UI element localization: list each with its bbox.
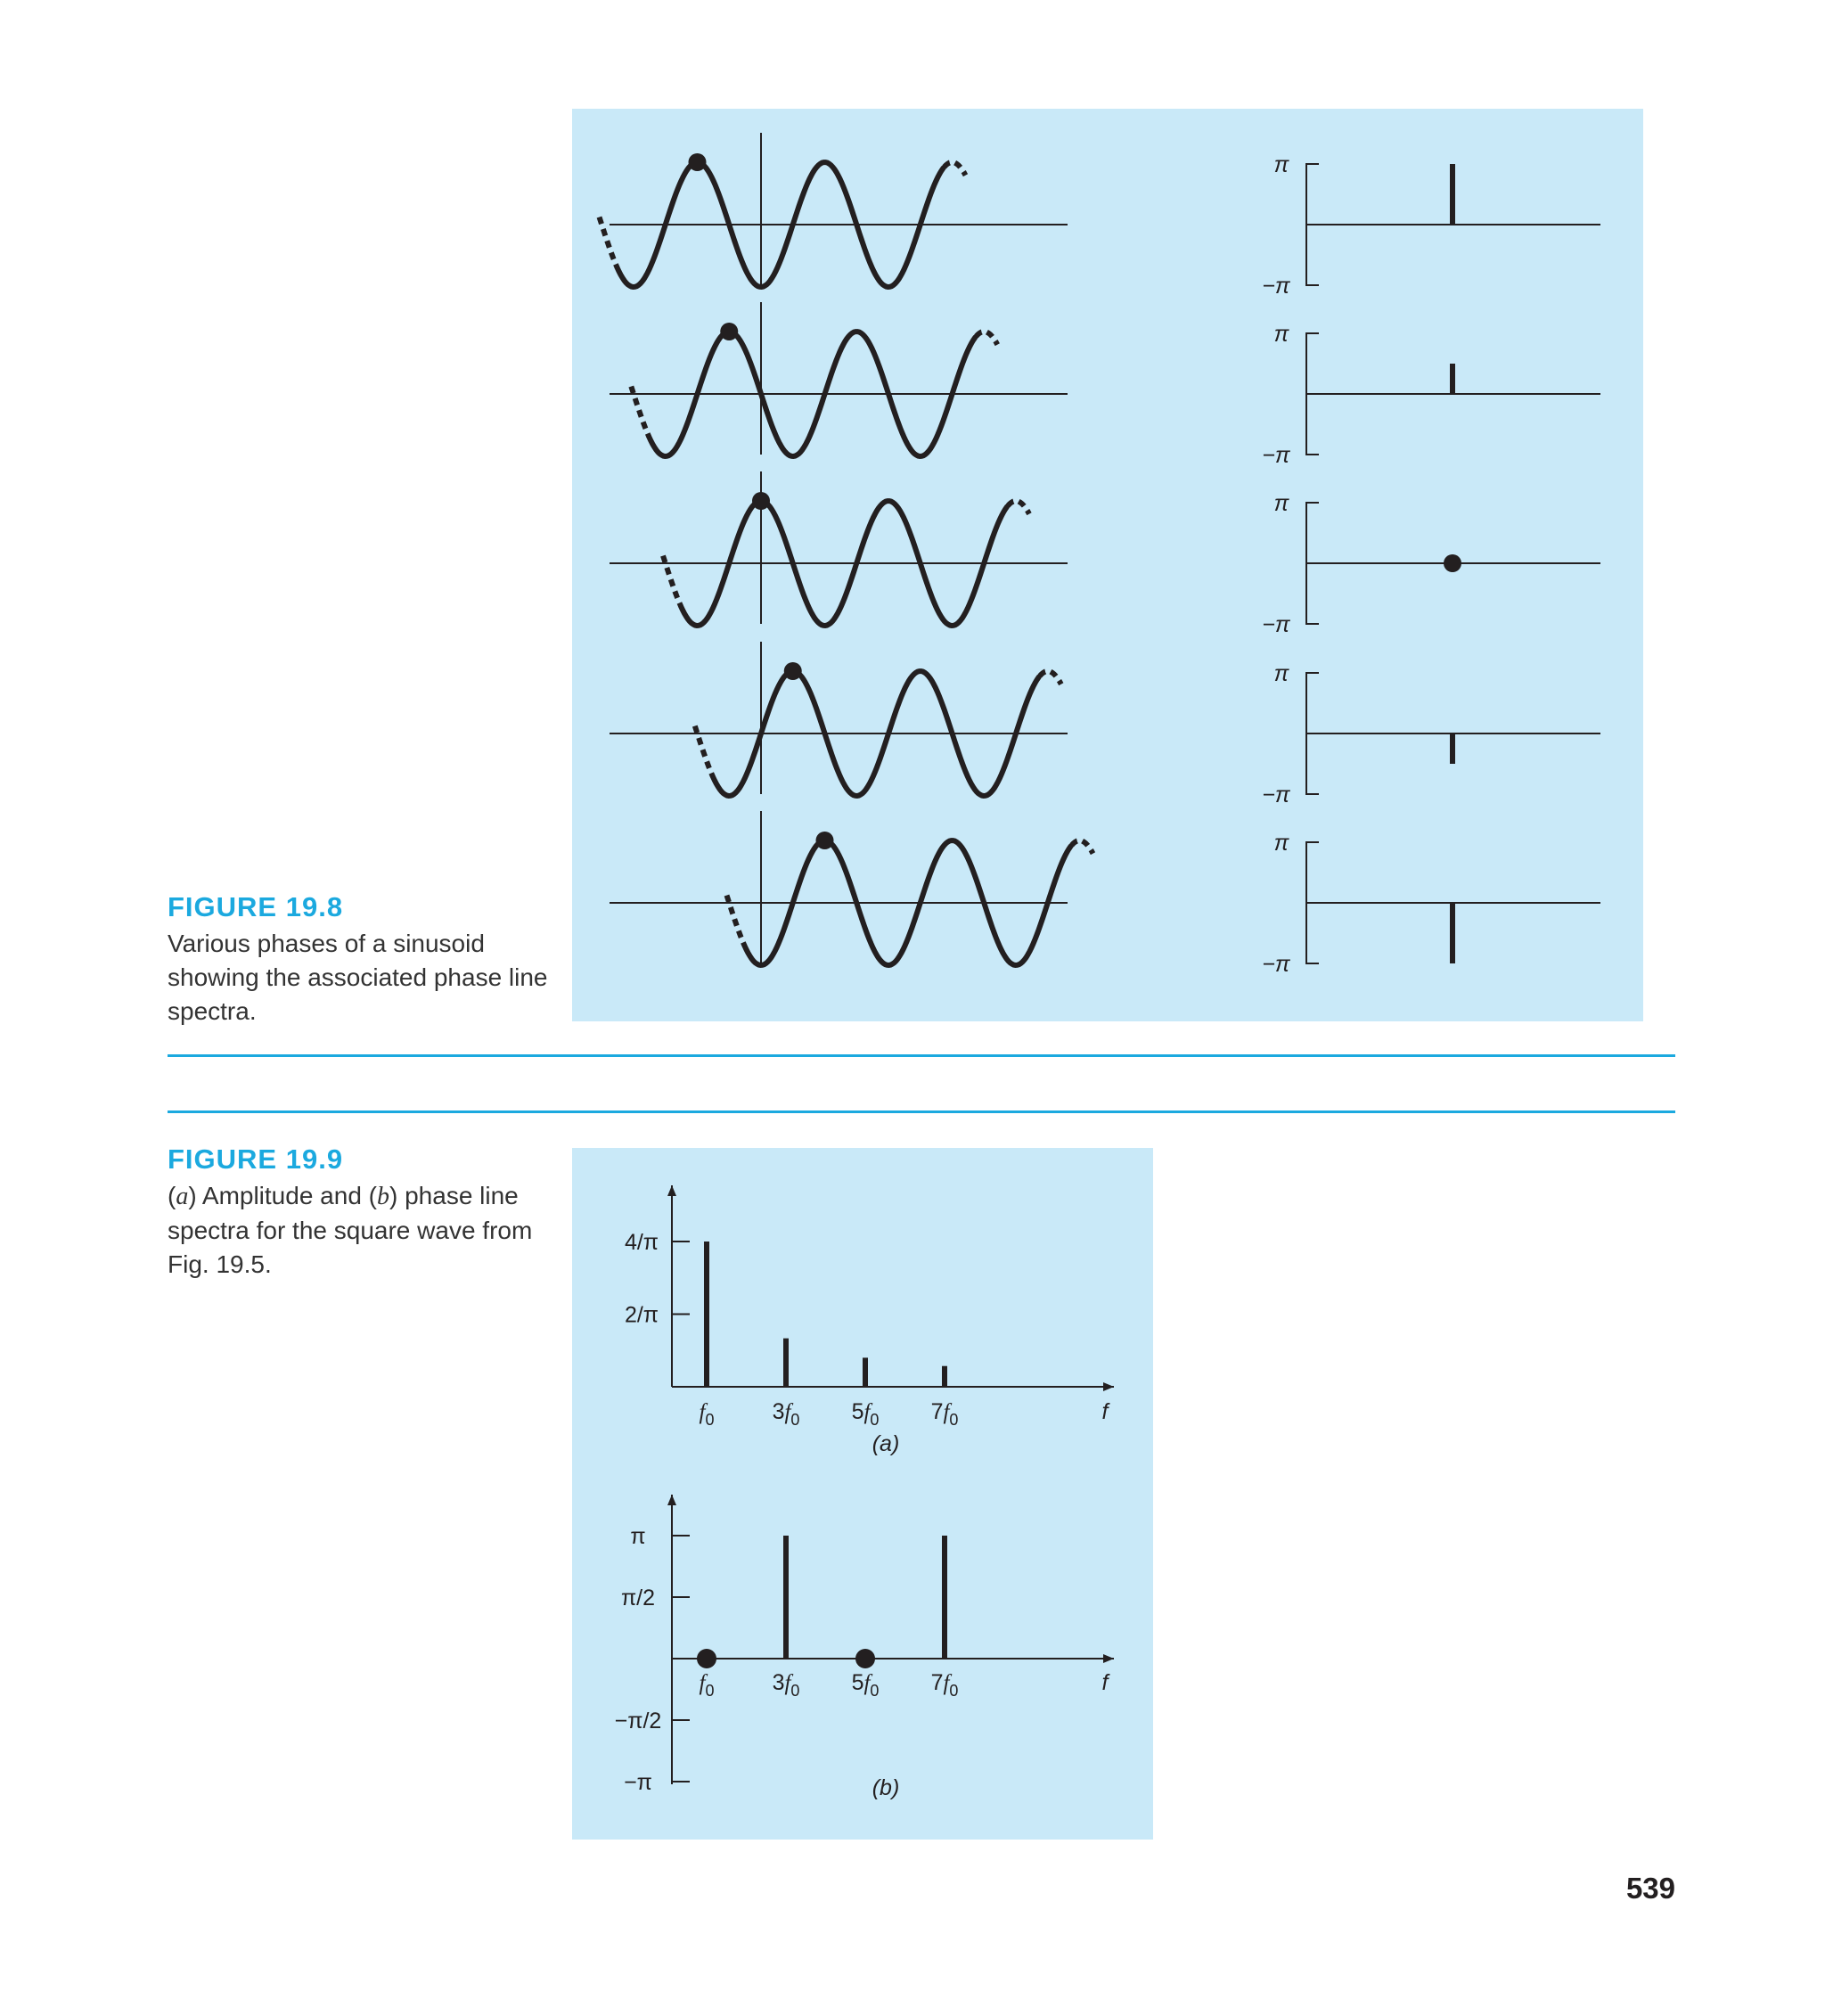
pi-tick-label: π [1273, 661, 1289, 686]
x-tick-coef: 3 [772, 1399, 785, 1424]
x-tick-subscript: 0 [790, 1411, 800, 1429]
page-number: 539 [1625, 1872, 1675, 1905]
amplitude-y-tick-label: 4/π [624, 1230, 659, 1255]
pi-tick-label: π [1273, 491, 1289, 516]
phase-y-tick-label: π/2 [620, 1586, 656, 1610]
x-tick-symbol: f [943, 1400, 950, 1424]
amplitude-y-arrow [667, 1185, 676, 1196]
phase-x-arrow [1103, 1654, 1114, 1663]
caption-b-letter: b [377, 1183, 389, 1210]
pi-tick-label: π [1273, 152, 1289, 177]
x-tick-label [773, 1670, 800, 1700]
x-tick-subscript: 0 [949, 1682, 959, 1700]
x-tick-subscript: 0 [870, 1411, 880, 1429]
x-tick-subscript: 0 [949, 1411, 959, 1429]
x-tick-label [931, 1399, 959, 1429]
x-tick-symbol: f [863, 1400, 871, 1424]
x-tick-subscript: 0 [870, 1682, 880, 1700]
phase-zero-dot [855, 1649, 875, 1668]
pi-tick-label: π [1273, 322, 1289, 347]
panel-a-label: (a) [872, 1431, 900, 1456]
caption-text-2: ) phase line spectra for the square wave from Fig. 19.5. [168, 1182, 533, 1278]
x-tick-label [773, 1399, 800, 1429]
x-tick-symbol: f [863, 1671, 871, 1695]
neg-pi-tick-label: −π [1262, 612, 1290, 637]
x-tick-label [931, 1670, 959, 1700]
x-tick-coef: 5 [851, 1399, 864, 1424]
figure-19-9-caption: (a) Amplitude and (b) phase line spectra for the square wave from Fig. 19.5. [168, 1182, 533, 1278]
x-tick-coef: 3 [772, 1670, 785, 1695]
amplitude-y-tick-label: 2/π [624, 1302, 659, 1328]
figure-19-8-label: FIGURE 19.8 [168, 891, 344, 922]
x-tick-label [852, 1670, 880, 1700]
amplitude-x-arrow [1103, 1382, 1114, 1391]
x-tick-label [700, 1400, 715, 1429]
x-tick-symbol: f [699, 1400, 706, 1424]
phase-y-tick-label: π [630, 1524, 646, 1549]
x-tick-coef: 7 [930, 1670, 944, 1695]
phase-y-tick-label: −π [624, 1770, 652, 1795]
phase-y-arrow [667, 1495, 676, 1505]
x-tick-label [852, 1399, 880, 1429]
x-tick-symbol: f [699, 1671, 706, 1695]
x-tick-subscript: 0 [790, 1682, 800, 1700]
x-tick-subscript: 0 [705, 1411, 715, 1429]
x-tick-subscript: 0 [705, 1682, 715, 1700]
neg-pi-tick-label: −π [1262, 443, 1290, 468]
neg-pi-tick-label: −π [1262, 952, 1290, 977]
x-tick-symbol: f [784, 1400, 791, 1424]
x-tick-symbol: f [784, 1671, 791, 1695]
pi-tick-label: π [1273, 831, 1289, 856]
phase-y-tick-label: −π/2 [614, 1709, 662, 1733]
phase-x-label: f [1101, 1670, 1109, 1695]
x-tick-coef: 5 [851, 1670, 864, 1695]
caption-text-1: ) Amplitude and ( [188, 1182, 377, 1209]
x-tick-label [700, 1671, 715, 1700]
amplitude-x-label: f [1101, 1399, 1109, 1424]
x-tick-symbol: f [943, 1671, 950, 1695]
figure-19-8-caption: Various phases of a sinusoid showing the associated phase line spectra. [168, 930, 548, 1025]
caption-a-letter: a [176, 1183, 189, 1210]
x-tick-coef: 7 [930, 1399, 944, 1424]
neg-pi-tick-label: −π [1262, 783, 1290, 807]
figure-19-9-label: FIGURE 19.9 [168, 1143, 344, 1175]
neg-pi-tick-label: −π [1262, 274, 1290, 299]
phase-zero-dot [697, 1649, 716, 1668]
panel-b-label: (b) [872, 1775, 900, 1800]
